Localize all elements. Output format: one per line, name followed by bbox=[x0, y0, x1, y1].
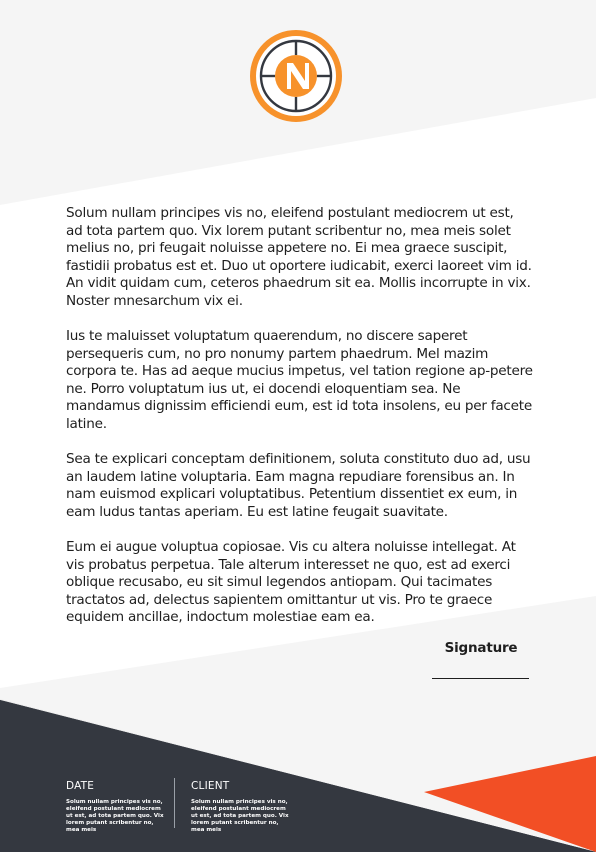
footer-date-text: Solum nullam principes vis no, eleifend postulant mediocrem ut est, ad tota partem quo. Vix lorem putant scribentur no, mea meis bbox=[66, 799, 164, 833]
body-paragraph: Solum nullam principes vis no, eleifend postulant mediocrem ut est, ad tota partem quo. Vix lorem putant scribentur no, mea meis solet melius no, pri feugait noluisse appetere no. Ei mea graece suscipit, fastidii probatus est et. Duo ut oportere iudicabit, exerci laoreet vim id. An vidit quidam cum, ceteros phaedrum sit ea. Mollis incorrupte in vix. Noster mnesarchum vix ei. bbox=[66, 205, 532, 309]
signature-label: Signature bbox=[444, 640, 518, 656]
footer-date-title: DATE bbox=[66, 780, 95, 792]
footer-client-text: Solum nullam principes vis no, eleifend postulant mediocrem ut est, ad tota partem quo. Vix lorem putant scribentur no, mea meis bbox=[191, 799, 289, 833]
body-paragraph: Eum ei augue voluptua copiosae. Vis cu altera noluisse intellegat. At vis probatus perpetua. Tale alterum interesset ne quo, est ad exerci oblique recusabo, eu sit simul legendos antiopam. Qui tacimates tractatos ad, delectus sapientem omittantur ut vis. Pro te graece equidem ancillae, indoctum molestiae eam ea. bbox=[66, 539, 516, 626]
footer-divider bbox=[174, 778, 175, 828]
footer-client-title: CLIENT bbox=[191, 780, 230, 792]
n-badge-logo-icon bbox=[249, 21, 343, 131]
signature-line bbox=[432, 678, 529, 679]
body-paragraph: Sea te explicari conceptam definitionem, soluta constituto duo ad, usu an laudem latine voluptaria. Eam magna repudiare forensibus an. In nam euismod explicari voluptatibus. Petentium dissentiet ex eum, in eam ludus tantas aperiam. Eu est latine feugait suavitate. bbox=[66, 451, 531, 520]
body-paragraph: Ius te maluisset voluptatum quaerendum, no discere saperet persequeris cum, no pro nonumy partem phaedrum. Mel mazim corpora te. Has ad aeque mucius impetus, vel tation regione ap-petere ne. Porro voluptatum ius ut, ei docendi eloquentiam sea. Ne mandamus dignissim efficiendi eum, est id tota insolens, eu per facete latine. bbox=[66, 328, 533, 433]
letter-body bbox=[66, 205, 534, 644]
footer-date-block bbox=[66, 780, 166, 834]
footer-client-block bbox=[191, 780, 291, 834]
